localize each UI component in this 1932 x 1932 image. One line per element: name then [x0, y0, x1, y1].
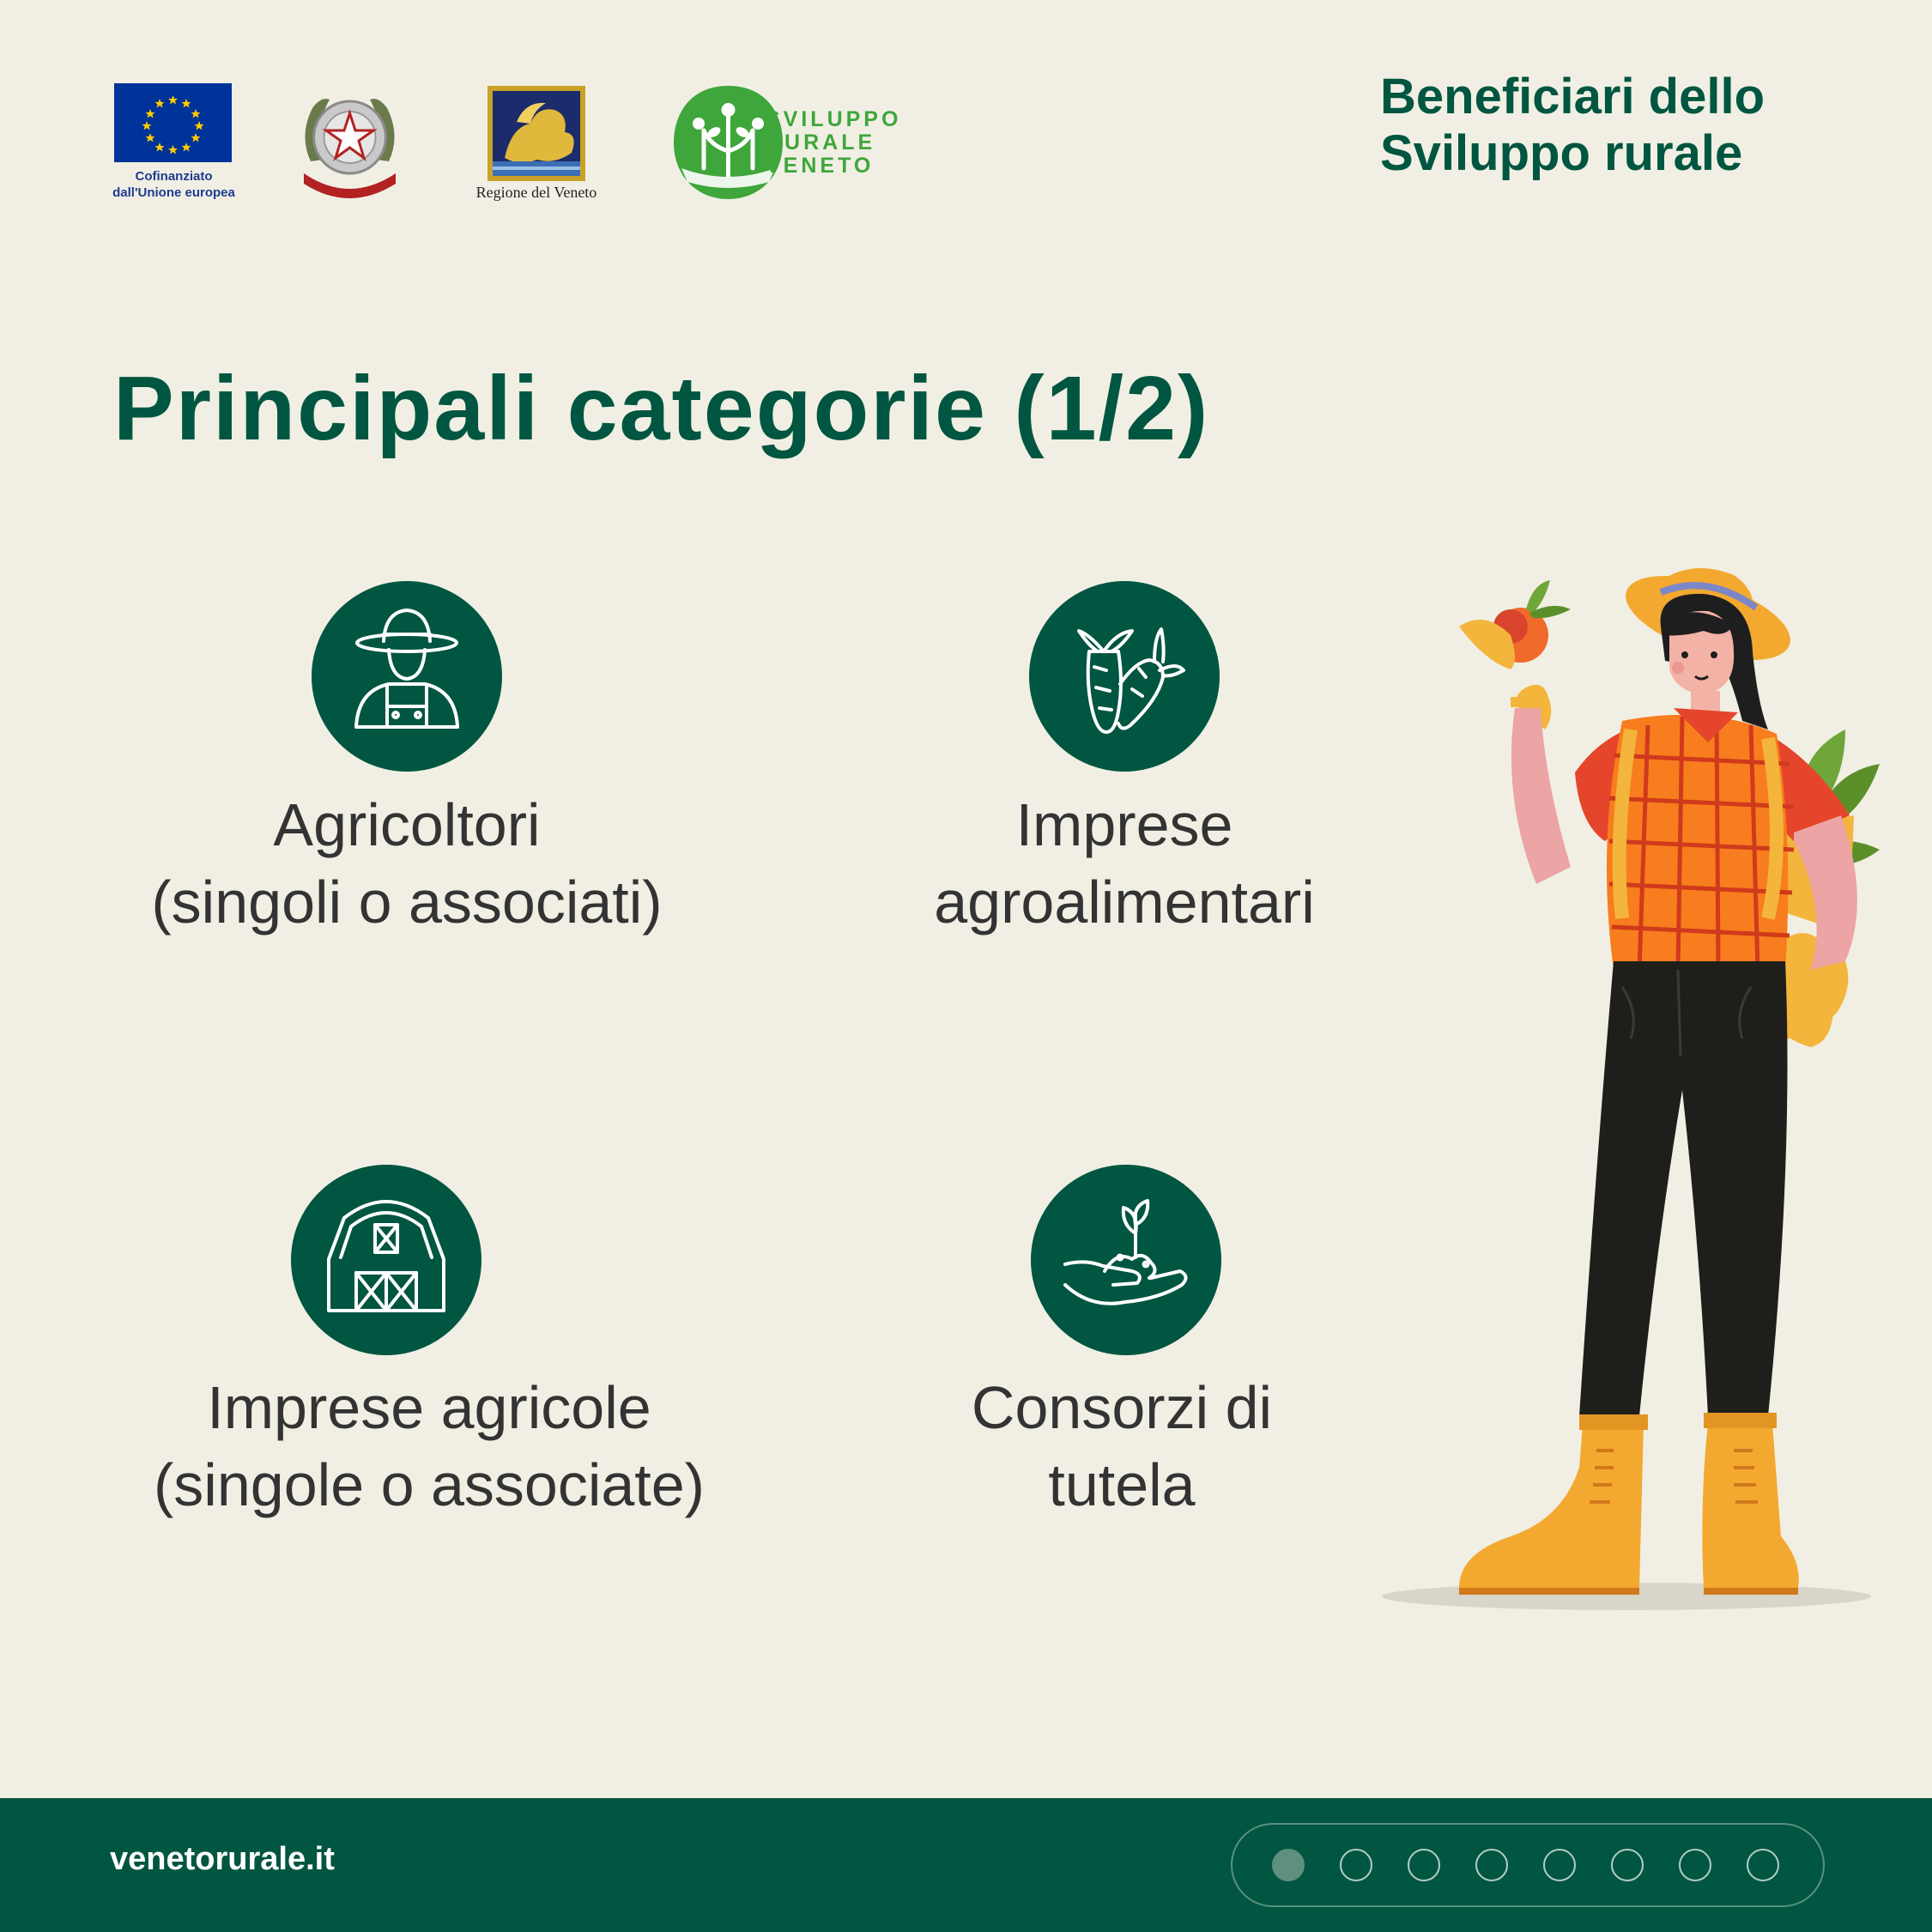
farmer-icon [312, 581, 502, 772]
svr-wordmark: SVILUPPO RURALE VENETO [766, 107, 902, 178]
pager-dot-3[interactable] [1408, 1849, 1440, 1881]
category-consorzi-badge [1031, 1165, 1221, 1355]
pager-dot-1[interactable] [1272, 1849, 1305, 1881]
eu-flag-logo [114, 83, 232, 162]
category-consorzi-label: Consorzi di tutela [971, 1374, 1273, 1518]
category-imprese-agricole-label: Imprese agricole (singole o associate) [154, 1374, 705, 1518]
vegetables-icon [1029, 581, 1220, 772]
italian-republic-emblem [295, 84, 404, 204]
farmer-woman-illustration [1365, 558, 1880, 1614]
veneto-caption: Regione del Veneto [475, 184, 597, 201]
eu-caption: Cofinanziato dall'Unione europea [112, 169, 235, 200]
category-agricoltori-badge [312, 581, 502, 772]
category-imprese-agroalimentari-badge [1029, 581, 1220, 772]
carousel-pager [1231, 1823, 1825, 1907]
category-imprese-agroalimentari-label: Imprese agroalimentari [934, 791, 1315, 936]
pager-dot-6[interactable] [1611, 1849, 1644, 1881]
pager-dot-2[interactable] [1340, 1849, 1372, 1881]
pager-dot-8[interactable] [1747, 1849, 1779, 1881]
website-link[interactable]: venetorurale.it [110, 1841, 335, 1877]
pager-dot-5[interactable] [1543, 1849, 1576, 1881]
hand-sprout-icon [1031, 1165, 1221, 1355]
barn-icon [291, 1165, 481, 1355]
category-imprese-agricole-badge [291, 1165, 481, 1355]
page-title: Principali categorie (1/2) [113, 358, 1210, 459]
category-agricoltori-label: Agricoltori (singoli o associati) [151, 791, 663, 936]
veneto-region-shield [486, 84, 587, 183]
pager-dot-4[interactable] [1475, 1849, 1508, 1881]
header-title: Beneficiari dello Sviluppo rurale [1380, 69, 1765, 181]
pager-dot-7[interactable] [1679, 1849, 1711, 1881]
